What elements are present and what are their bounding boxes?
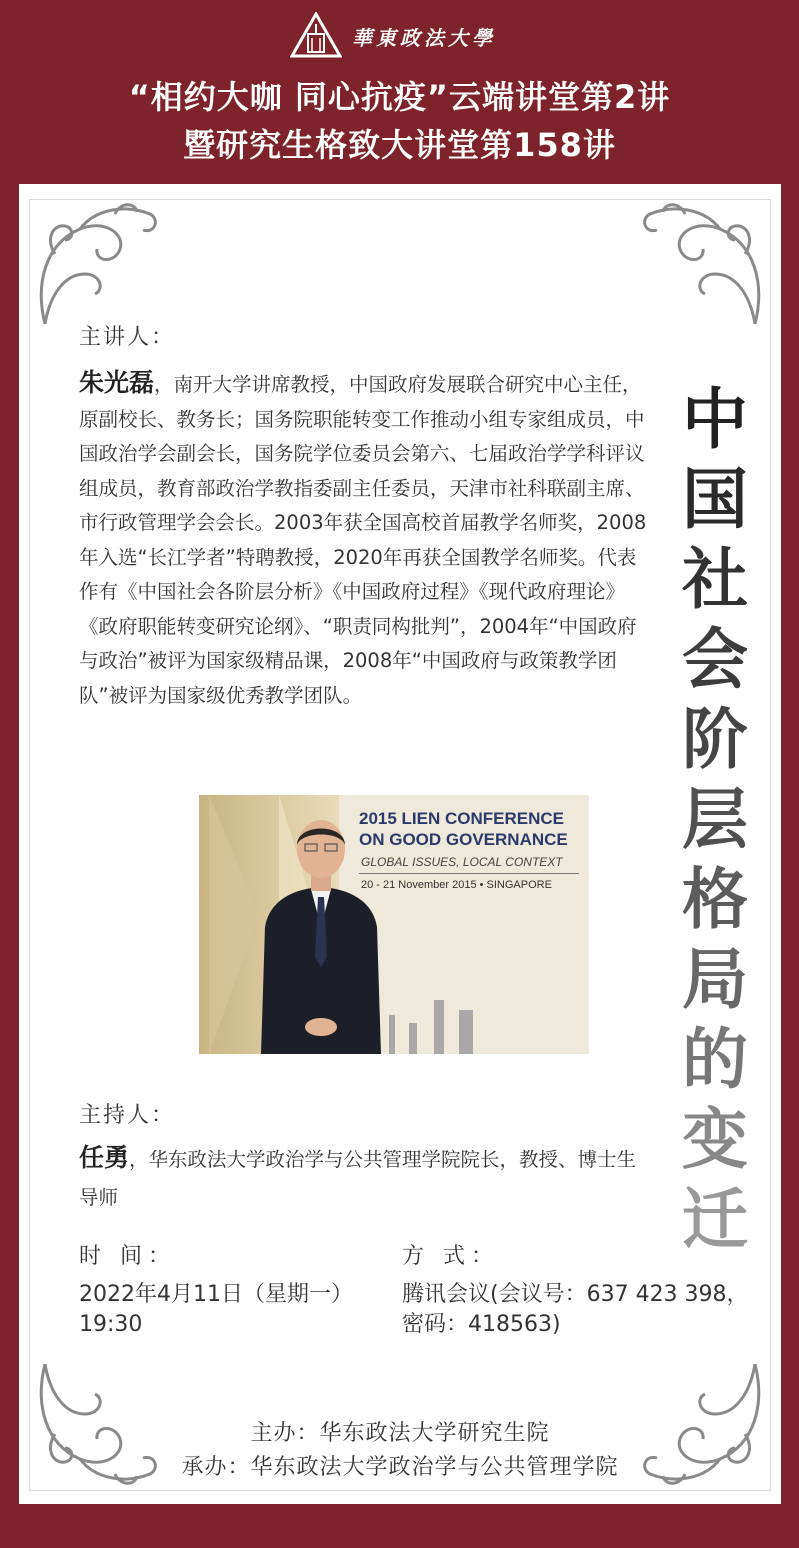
lecture-title-char: 阶 — [682, 701, 748, 778]
host-organizer: 主办：华东政法大学研究生院 — [250, 1421, 550, 1446]
banner-line1: 2015 LIEN CONFERENCE — [359, 809, 564, 828]
poster-card — [19, 184, 781, 1504]
university-emblem-icon — [290, 12, 342, 60]
speaker-label: 主讲人： — [79, 325, 176, 350]
host-info — [79, 1139, 639, 1217]
banner-line4: 20 - 21 November 2015 • SINGAPORE — [361, 879, 552, 891]
method-value — [402, 1280, 777, 1340]
time-date: 2022年4月11日（星期一） — [79, 1282, 353, 1307]
university-name: 華東政法大學 — [352, 25, 496, 50]
co-organizer: 承办：华东政法大学政治学与公共管理学院 — [181, 1455, 619, 1480]
corner-ornament-icon — [25, 194, 165, 334]
lecture-title-char: 迁 — [682, 1181, 748, 1258]
corner-ornament-icon — [635, 194, 775, 334]
banner-divider — [359, 873, 579, 874]
host-label: 主持人： — [79, 1103, 176, 1128]
host-name: 任勇 — [79, 1143, 130, 1172]
lecture-title-char: 变 — [682, 1101, 748, 1178]
time-hour: 19:30 — [79, 1312, 143, 1337]
lecture-title-char: 国 — [682, 461, 748, 538]
time-value — [79, 1280, 399, 1340]
speaker-bio — [79, 366, 651, 713]
method-password: 密码：418563) — [402, 1312, 561, 1337]
lecture-title-char: 层 — [682, 781, 748, 858]
speaker-figure — [251, 817, 391, 1054]
method-meeting-id: 腾讯会议(会议号：637 423 398， — [402, 1282, 749, 1307]
speaker-bio-text: ，南开大学讲席教授，中国政府发展联合研究中心主任，原副校长、教务长；国务院职能转变工作推动小组专家组成员，中国政治学会副会长，国务院学位委员会第六、七届政治学学科评议组成员，教育部政治学教指委副主任委员，天津市社科联副主席、市行政管理学会会长。2003年获全国高校首届教学名师奖，2008年入选“长江学者”特聘教授，2020年再获全国教学名师奖。代表作有《中国社会各阶层分析》《中国政府过程》《现代政府理论》《政府职能转变研究论纲》、“职责同构批判”，2004年“中国政府与政治”被评为国家级精品课，2008年“中国政府与政策教学团队”被评为国家级优秀教学团队。 — [79, 373, 647, 707]
speaker-name: 朱光磊 — [79, 368, 155, 397]
banner-line2: ON GOOD GOVERNANCE — [359, 830, 568, 849]
banner-line3: GLOBAL ISSUES, LOCAL CONTEXT — [361, 855, 563, 869]
poster-title-line1: “相约大咖 同心抗疫”云端讲堂第2讲 — [128, 78, 671, 116]
host-desc: ，华东政法大学政治学与公共管理学院院长，教授、博士生导师 — [79, 1148, 637, 1209]
lecture-title-char: 局 — [682, 941, 748, 1018]
lecture-title-char: 中 — [682, 381, 748, 458]
lecture-title-char: 的 — [682, 1021, 748, 1098]
method-label: 方 式： — [402, 1244, 499, 1269]
lecture-title-char: 会 — [682, 621, 748, 698]
lecture-title-char: 格 — [682, 861, 748, 938]
lecture-title-char: 社 — [682, 541, 748, 618]
poster-title-line2: 暨研究生格致大讲堂第158讲 — [183, 126, 616, 164]
time-label: 时 间： — [79, 1244, 176, 1269]
speaker-photo — [199, 795, 589, 1054]
university-logo — [290, 12, 496, 60]
lecture-title — [675, 380, 755, 1260]
poster-header — [0, 0, 799, 185]
